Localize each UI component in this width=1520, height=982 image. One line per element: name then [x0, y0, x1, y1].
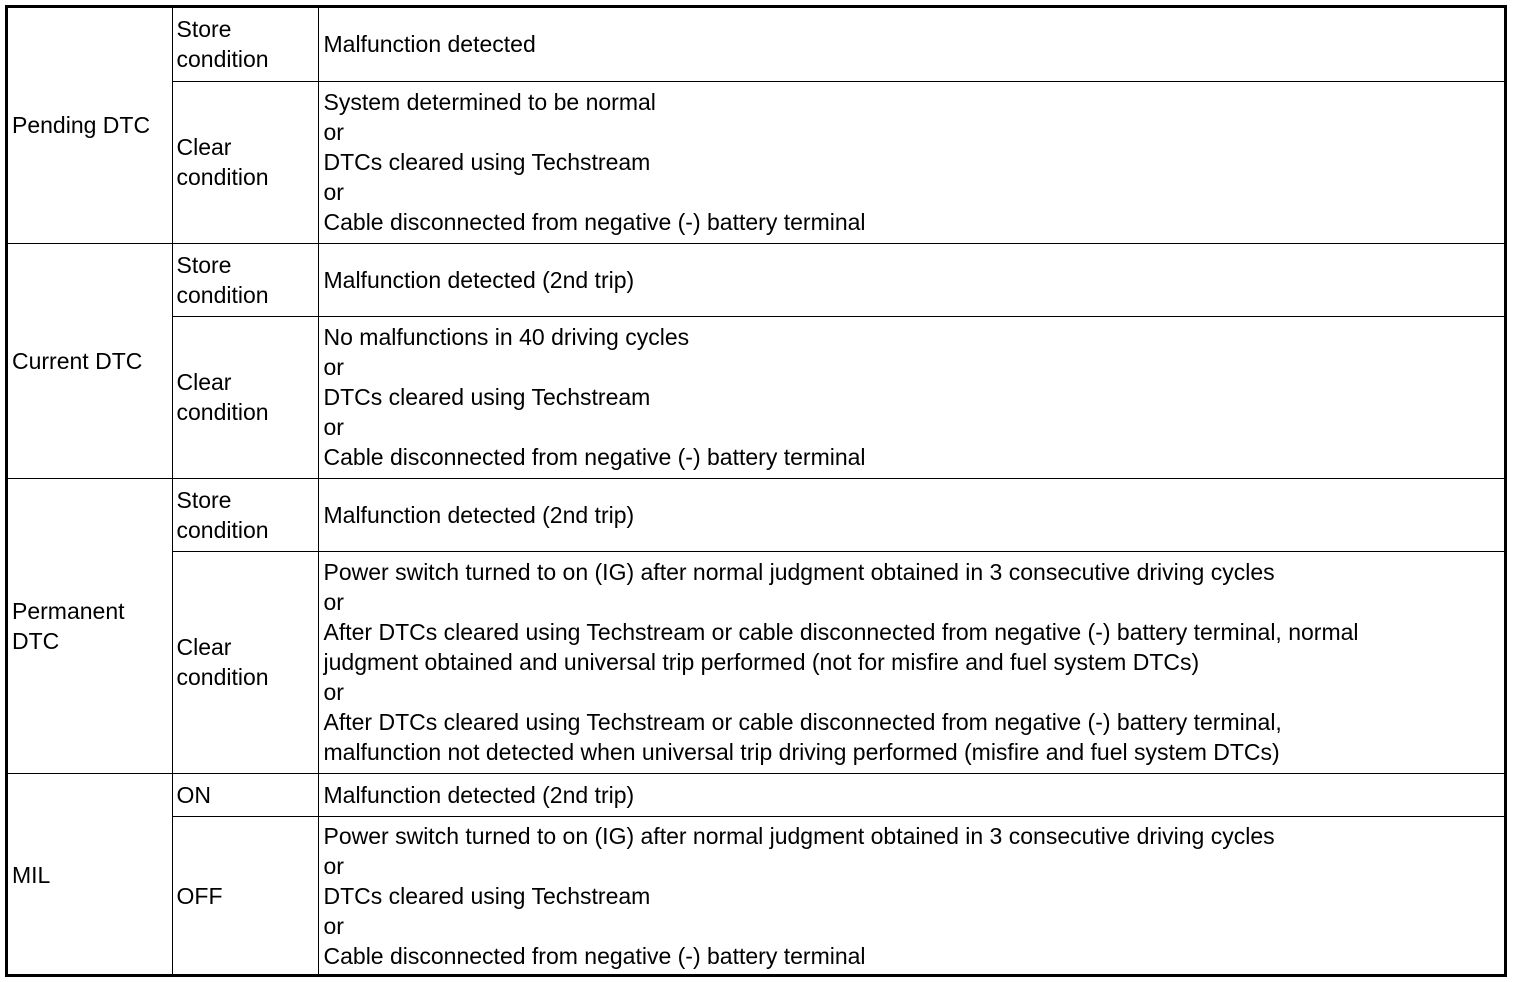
row-label-clear-condition: Clear condition	[172, 316, 318, 478]
table-row	[8, 81, 1504, 243]
table-row	[8, 816, 1504, 976]
dtc-condition-table	[8, 8, 1504, 977]
row-label-store-condition: Store condition	[172, 8, 318, 81]
condition-text: System determined to be normal or DTCs cleared using Techstream or Cable disconnected from negative (-) battery terminal	[318, 81, 1504, 243]
dtc-condition-table-frame	[5, 5, 1507, 977]
table-row	[8, 8, 1504, 81]
table-row	[8, 551, 1504, 773]
dtc-table-body	[8, 8, 1504, 976]
row-label-clear-condition: Clear condition	[172, 551, 318, 773]
group-label-mil: MIL	[8, 773, 172, 976]
row-label-store-condition: Store condition	[172, 243, 318, 316]
row-label-clear-condition: Clear condition	[172, 81, 318, 243]
condition-text: Power switch turned to on (IG) after normal judgment obtained in 3 consecutive driving cycles or DTCs cleared using Techstream or Cable disconnected from negative (-) battery terminal	[318, 816, 1504, 976]
row-label-on: ON	[172, 773, 318, 816]
condition-text: Malfunction detected	[318, 8, 1504, 81]
condition-text: Malfunction detected (2nd trip)	[318, 773, 1504, 816]
group-label-current-dtc: Current DTC	[8, 243, 172, 478]
table-row	[8, 316, 1504, 478]
condition-text: Malfunction detected (2nd trip)	[318, 243, 1504, 316]
row-label-off: OFF	[172, 816, 318, 976]
table-row	[8, 243, 1504, 316]
condition-text: No malfunctions in 40 driving cycles or DTCs cleared using Techstream or Cable disconnected from negative (-) battery terminal	[318, 316, 1504, 478]
group-label-permanent-dtc: Permanent DTC	[8, 478, 172, 773]
group-label-pending-dtc: Pending DTC	[8, 8, 172, 243]
table-row	[8, 773, 1504, 816]
row-label-store-condition: Store condition	[172, 478, 318, 551]
condition-text: Power switch turned to on (IG) after normal judgment obtained in 3 consecutive driving cycles or After DTCs cleared using Techstream or cable disconnected from negative (-) battery terminal, normal judgment obtained and universal trip performed (not for misfire and fuel system DTCs) or After DTCs cleared using Techstream or cable disconnected from negative (-) battery terminal, malfunction not detected when universal trip driving performed (misfire and fuel system DTCs)	[318, 551, 1504, 773]
table-row	[8, 478, 1504, 551]
condition-text: Malfunction detected (2nd trip)	[318, 478, 1504, 551]
